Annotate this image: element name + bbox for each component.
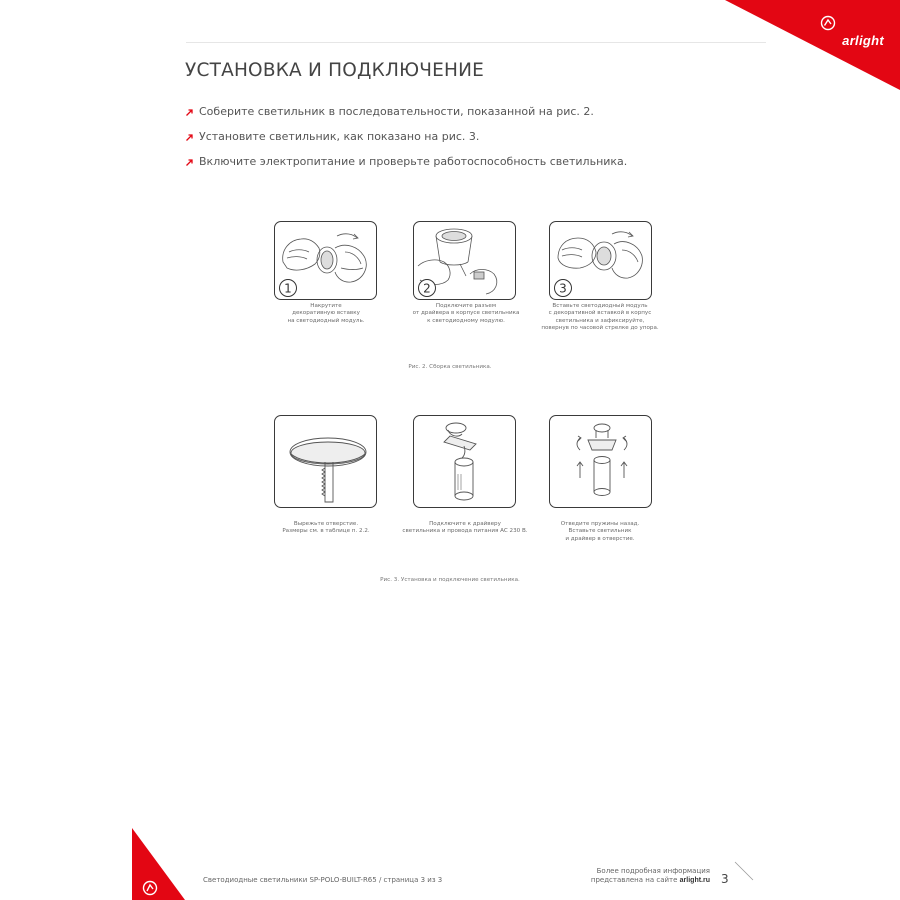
header-divider: [186, 42, 766, 43]
step-text: Соберите светильник в последовательности, показанной на рис. 2.: [199, 105, 594, 118]
red-bullet-icon: [186, 134, 193, 141]
panel-caption: Вырежьте отверстие. Размеры см. в таблице п. 2.2.: [282, 521, 370, 535]
page-number: 3: [721, 872, 729, 886]
figure-2-caption: Рис. 2. Сборка светильника.: [408, 364, 492, 370]
install-step-3-panel: [549, 415, 652, 508]
figure-3-caption: Рис. 3. Установка и подключение светильника.: [380, 577, 520, 583]
assembly-step-3-panel: [549, 221, 652, 300]
hands-twisting-module-icon: [275, 222, 377, 300]
install-step-1-panel: [274, 415, 377, 508]
hands-inserting-module-icon: [550, 222, 652, 300]
assembly-step-1-panel: [274, 221, 377, 300]
step-text: Установите светильник, как показано на рис. 3.: [199, 130, 480, 143]
panel-caption: Подключите к драйверу светильника и провода питания AC 230 В.: [402, 521, 528, 535]
page-slash-icon: [733, 860, 755, 882]
panel-caption: Подключите разъем от драйвера в корпусе светильника к светодиодному модулю.: [412, 303, 520, 324]
install-step-2-panel: [413, 415, 516, 508]
assembly-step-2-panel: [413, 221, 516, 300]
step-number: 2: [423, 281, 431, 296]
footer-info: [560, 867, 710, 885]
ceiling-saw-cutout-icon: [275, 416, 377, 508]
driver-wiring-icon: [414, 416, 516, 508]
panel-caption: Вставьте светодиодный модуль с декоративной вставкой в корпус светильника и зафиксируйте, повернув по часовой стрелке до упора.: [541, 303, 659, 332]
step-text: Включите электропитание и проверьте работоспособность светильника.: [199, 155, 628, 168]
page-title: УСТАНОВКА И ПОДКЛЮЧЕНИЕ: [185, 60, 485, 81]
footer-site-link[interactable]: arlight.ru: [679, 877, 710, 884]
connector-plugging-icon: [414, 222, 516, 300]
red-bullet-icon: [186, 159, 193, 166]
spring-clips-insert-icon: [550, 416, 652, 508]
panel-caption: Отведите пружины назад. Вставьте светильник и драйвер в отверстие.: [560, 521, 640, 542]
footer-info-line2: представлена на сайте: [590, 876, 678, 884]
footer-info-line1: Более подробная информация: [596, 867, 710, 875]
list-item: [186, 103, 627, 128]
footer-document-line: Светодиодные светильники SP-POLO-BUILT-R65 / страница 3 из 3: [203, 876, 443, 884]
list-item: [186, 128, 627, 153]
panel-caption: Накрутите декоративную вставку на светодиодный модуль.: [287, 303, 365, 324]
instruction-list: [186, 103, 627, 178]
step-number: 3: [559, 281, 567, 296]
footer-brand-corner: [0, 828, 185, 900]
list-item: [186, 153, 627, 178]
brand-logo-text: arlight: [842, 33, 884, 48]
step-number: 1: [284, 281, 292, 296]
arlight-logo-icon: [820, 15, 836, 31]
red-bullet-icon: [186, 109, 193, 116]
